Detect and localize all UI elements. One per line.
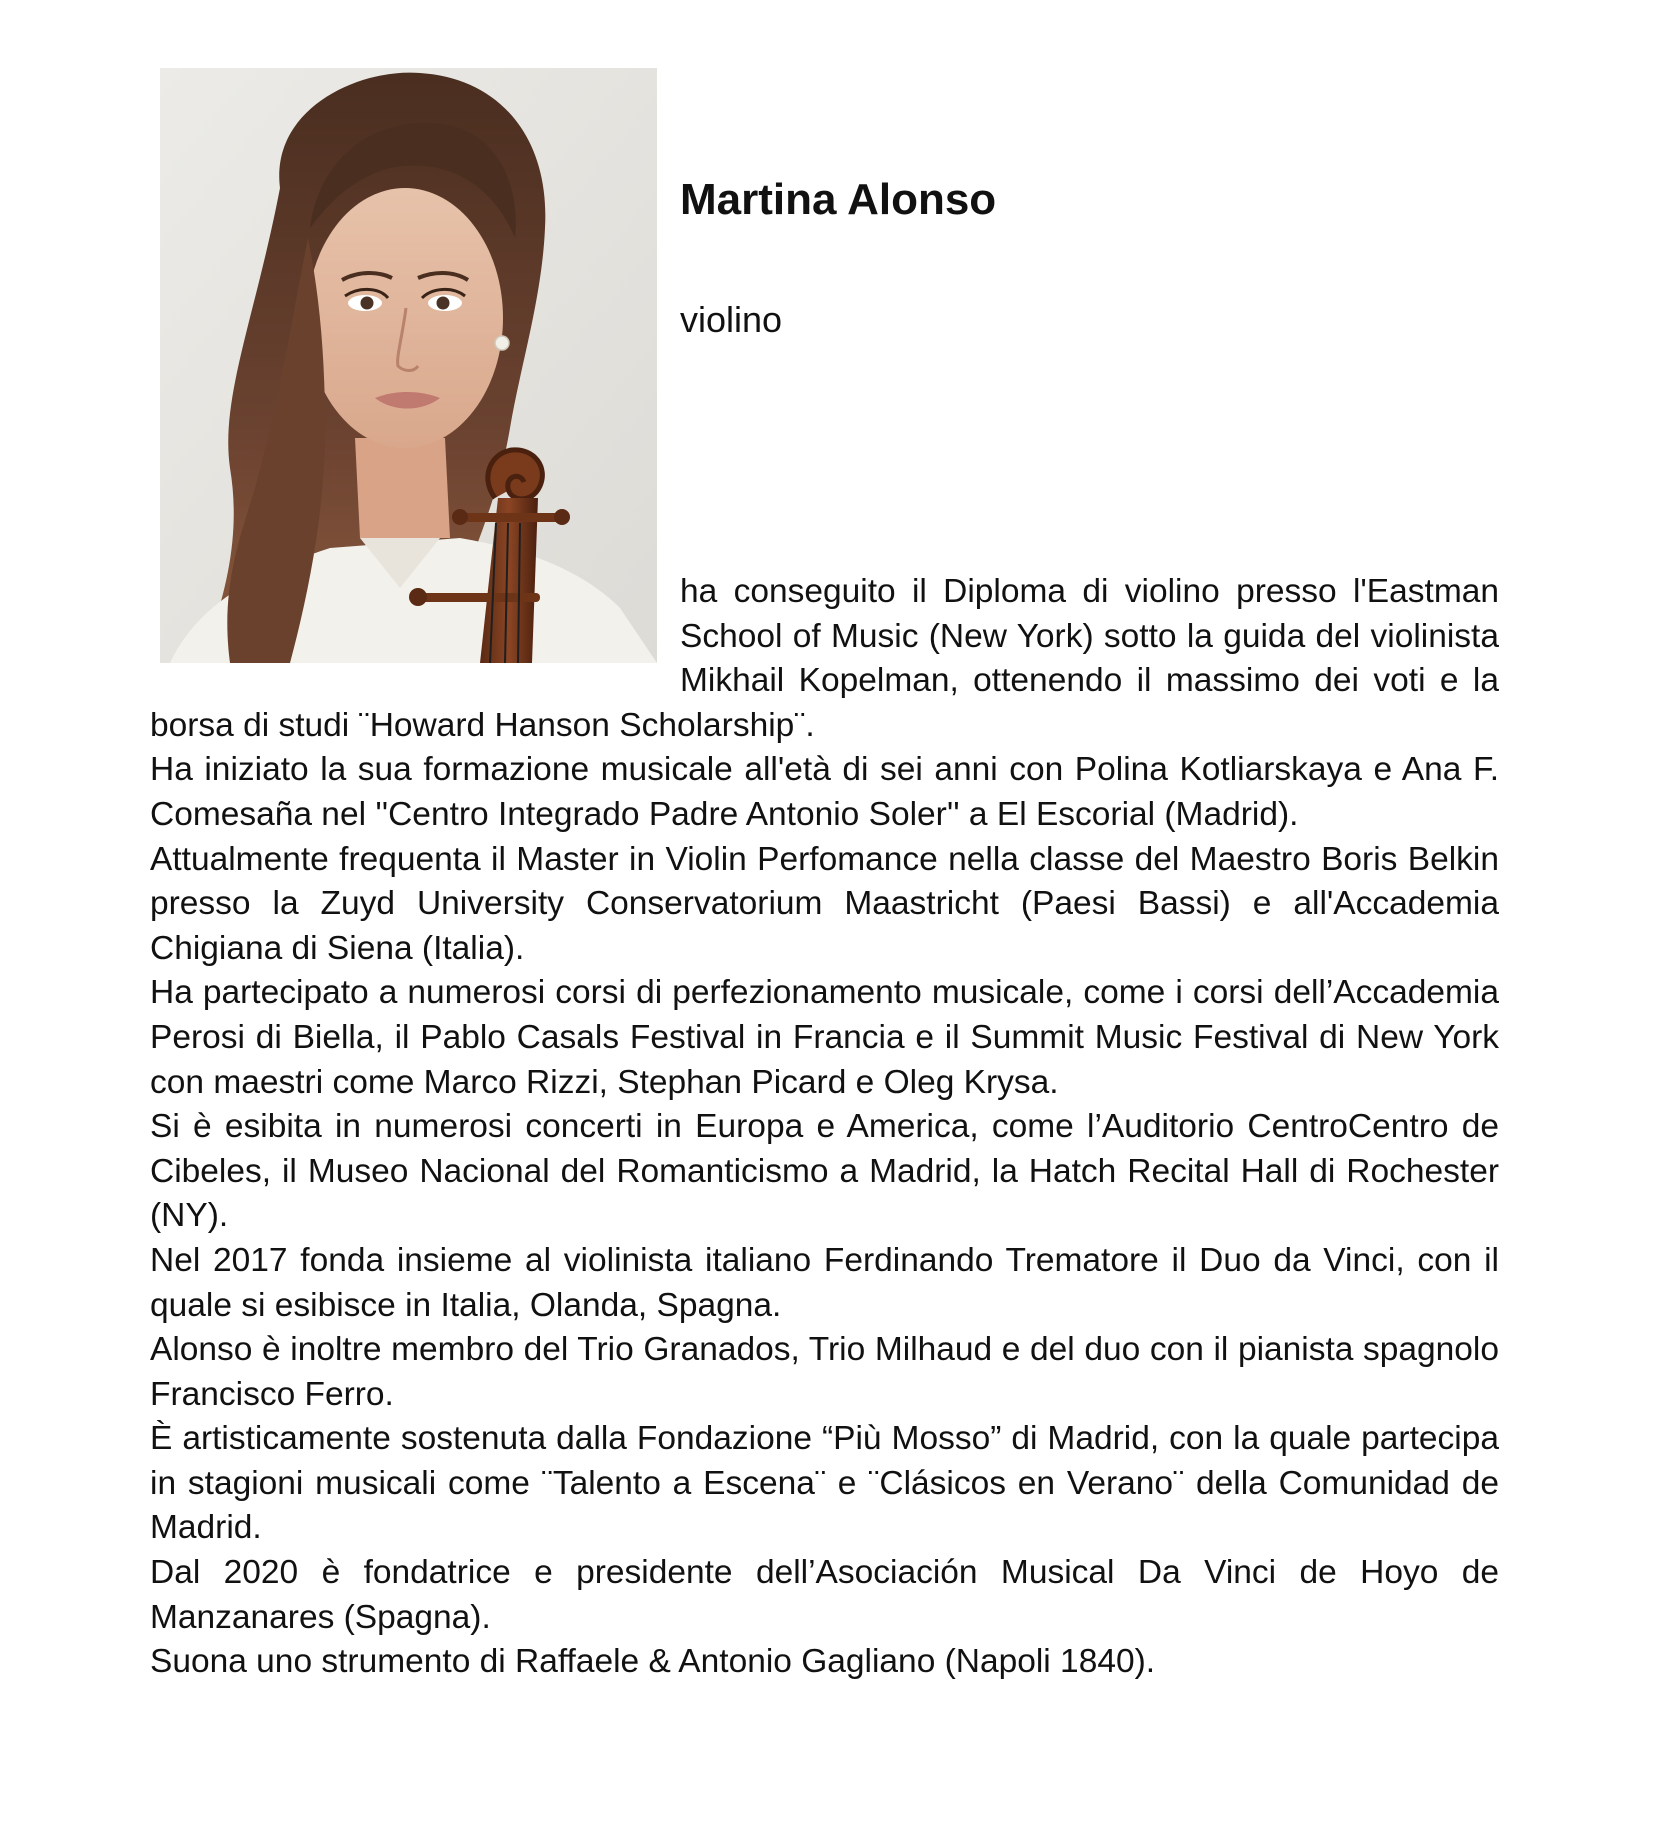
biography: [150, 570, 1499, 1685]
artist-instrument: violino: [680, 299, 783, 340]
bio-paragraph: È artisticamente sostenuta dalla Fondazione “Più Mosso” di Madrid, con la quale partecipa in stagioni musicali come ¨Talento a Escena¨ e ¨Clásicos en Verano¨ della Comunidad de Madrid.: [150, 1420, 1499, 1547]
bio-paragraph: Nel 2017 fonda insieme al violinista italiano Ferdinando Trematore il Duo da Vinci, con il quale si esibisce in Italia, Olanda, Spagna.: [150, 1241, 1499, 1324]
bio-paragraph: Alonso è inoltre membro del Trio Granados, Trio Milhaud e del duo con il pianista spagnolo Francisco Ferro.: [150, 1331, 1499, 1413]
bio-paragraph: Dal 2020 è fondatrice e presidente dell’Asociación Musical Da Vinci de Hoyo de Manzanares (Spagna).: [150, 1554, 1499, 1636]
bio-paragraph: Ha iniziato la sua formazione musicale all'età di sei anni con Polina Kotliarskaya e Ana F. Comesaña nel ''Centro Integrado Padre Antonio Soler'' a El Escorial (Madrid).: [150, 751, 1499, 833]
bio-paragraph: Ha partecipato a numerosi corsi di perfezionamento musicale, come i corsi dell’Accademia Perosi di Biella, il Pablo Casals Festival in Francia e il Summit Music Festival di New York con maestri come Marco Rizzi, Stephan Picard e Oleg Krysa.: [150, 974, 1499, 1101]
bio-paragraph: Si è esibita in numerosi concerti in Europa e America, come l’Auditorio CentroCentro de Cibeles, il Museo Nacional del Romanticismo a Madrid, la Hatch Recital Hall di Rochester (NY).: [150, 1108, 1499, 1235]
bio-paragraph: Attualmente frequenta il Master in Violin Perfomance nella classe del Maestro Boris Belkin presso la Zuyd University Conservatorium Maastricht (Paesi Bassi) e all'Accademia Chigiana di Siena (Italia).: [150, 840, 1499, 967]
bio-paragraph: Suona uno strumento di Raffaele & Antonio Gagliano (Napoli 1840).: [150, 1643, 1156, 1681]
bio-paragraph: ha conseguito il Diploma di violino presso l'Eastman School of Music (New York) sotto la guida del violinista Mikhail Kopelman, ottenendo il massimo dei voti e la borsa di studi ¨Howard Hanson Scholarship¨.: [150, 573, 1499, 744]
artist-name: Martina Alonso: [680, 175, 997, 224]
photo-wrap-spacer: [150, 570, 680, 702]
